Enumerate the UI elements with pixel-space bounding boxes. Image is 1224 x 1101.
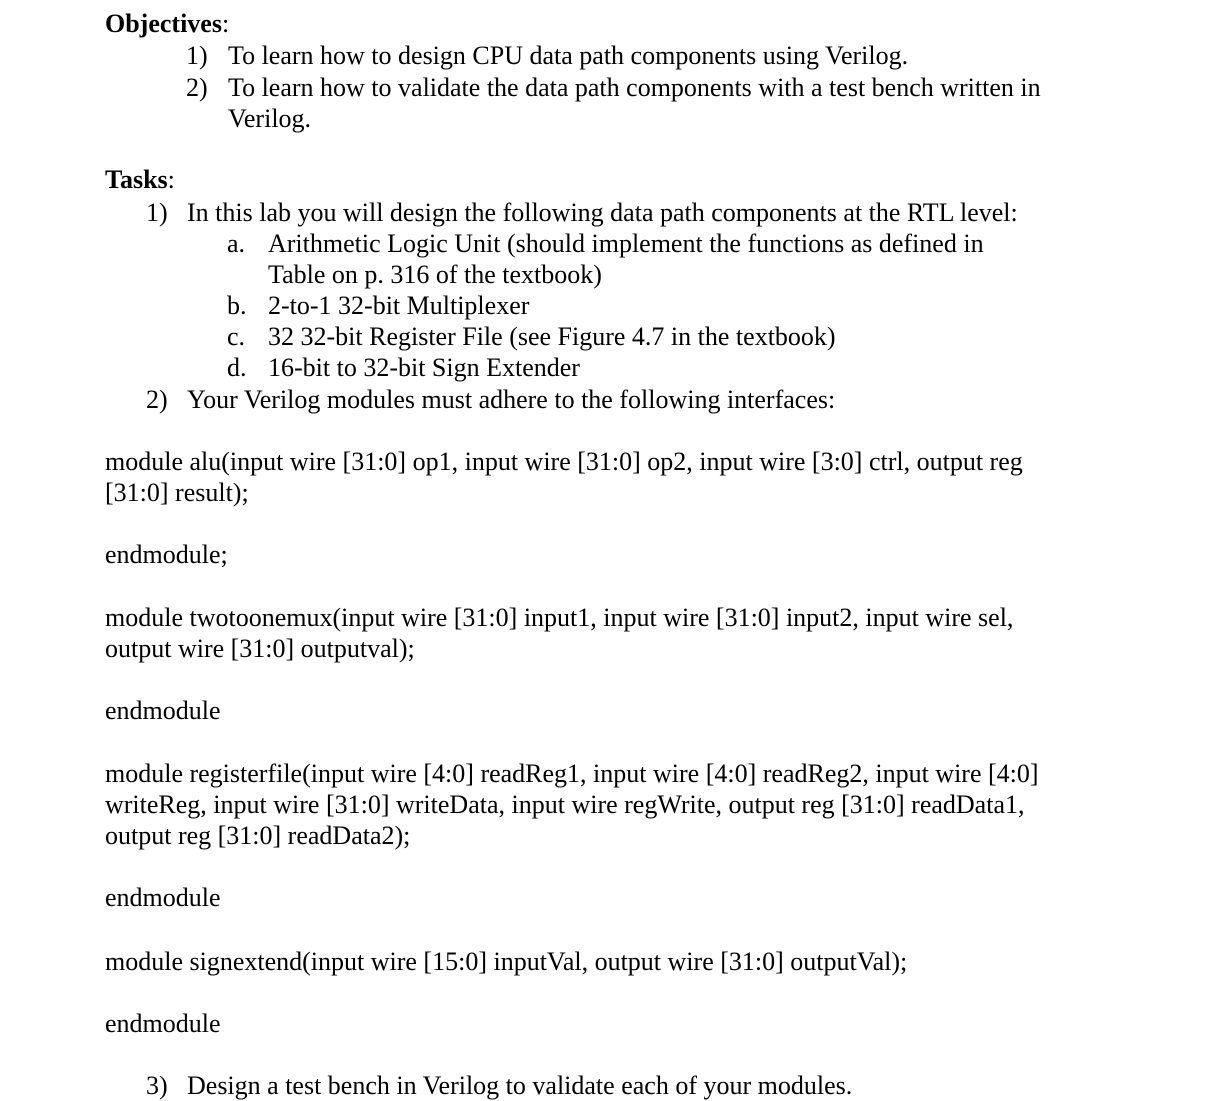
subitem-a-text-line-2: Table on p. 316 of the textbook)	[268, 260, 602, 289]
task-2-text: Your Verilog modules must adhere to the following interfaces:	[187, 385, 836, 414]
objectives-heading-colon: :	[221, 9, 230, 38]
module-signextend-line-1: module signextend(input wire [15:0] inputVal, output wire [31:0] outputVal);	[105, 947, 908, 976]
objective-1-text: To learn how to design CPU data path components using Verilog.	[228, 41, 909, 70]
module-regfile-end: endmodule	[105, 883, 221, 912]
subitem-b-letter: b.	[227, 291, 247, 320]
objective-2-text-line-1: To learn how to validate the data path components with a test bench written in	[228, 73, 1041, 102]
task-1-number: 1)	[146, 198, 168, 227]
module-alu-end: endmodule;	[105, 540, 228, 569]
objective-1-number: 1)	[186, 41, 208, 70]
subitem-d-text: 16-bit to 32-bit Sign Extender	[268, 353, 580, 382]
objectives-heading	[105, 8, 229, 39]
tasks-heading	[105, 164, 175, 195]
module-regfile-line-2: writeReg, input wire [31:0] writeData, input wire regWrite, output reg [31:0] readData1,	[105, 790, 1025, 819]
subitem-a-letter: a.	[227, 229, 246, 258]
tasks-heading-text: Tasks	[105, 165, 168, 194]
tasks-heading-colon: :	[167, 165, 175, 194]
objective-2-number: 2)	[186, 73, 208, 102]
module-regfile-line-3: output reg [31:0] readData2);	[105, 821, 411, 850]
objective-2-text-line-2: Verilog.	[228, 104, 312, 133]
subitem-a-text-line-1: Arithmetic Logic Unit (should implement the functions as defined in	[268, 229, 984, 258]
objectives-heading-text: Objectives	[105, 9, 222, 38]
module-mux-line-2: output wire [31:0] outputval);	[105, 634, 415, 663]
subitem-c-text: 32 32-bit Register File (see Figure 4.7 in the textbook)	[268, 322, 836, 351]
module-regfile-line-1: module registerfile(input wire [4:0] readReg1, input wire [4:0] readReg2, input wire [4:0]	[105, 759, 1039, 788]
task-3-text: Design a test bench in Verilog to validate each of your modules.	[187, 1071, 853, 1100]
module-mux-end: endmodule	[105, 696, 221, 725]
task-1-text: In this lab you will design the following data path components at the RTL level:	[187, 198, 1018, 227]
module-mux-line-1: module twotoonemux(input wire [31:0] input1, input wire [31:0] input2, input wire sel,	[105, 603, 1014, 632]
subitem-c-letter: c.	[227, 322, 246, 351]
subitem-d-letter: d.	[227, 353, 247, 382]
module-alu-line-2: [31:0] result);	[105, 478, 249, 507]
module-signextend-end: endmodule	[105, 1009, 221, 1038]
task-2-number: 2)	[146, 385, 168, 414]
task-3-number: 3)	[146, 1071, 168, 1100]
module-alu-line-1: module alu(input wire [31:0] op1, input wire [31:0] op2, input wire [3:0] ctrl, output reg	[105, 447, 1023, 476]
subitem-b-text: 2-to-1 32-bit Multiplexer	[268, 291, 530, 320]
